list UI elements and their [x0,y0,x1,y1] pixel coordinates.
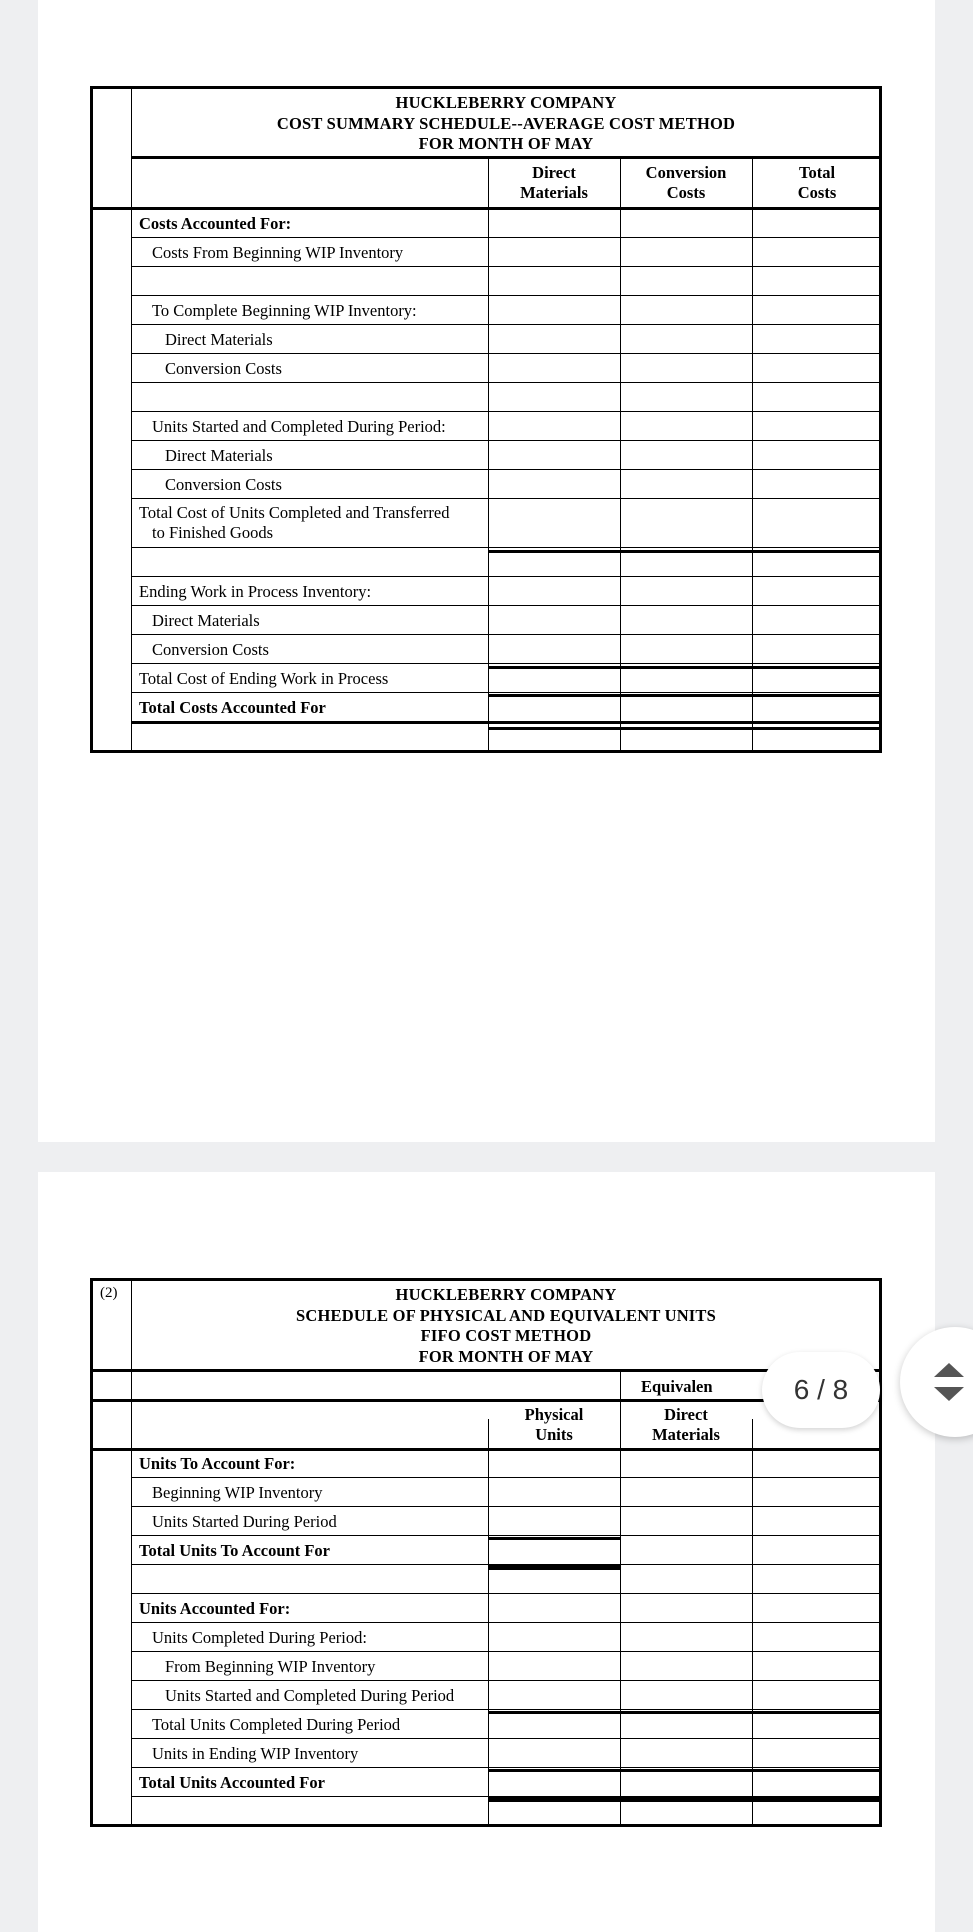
row-label: Direct Materials [165,330,273,349]
row-label: Units Completed During Period: [152,1628,367,1647]
row-label: Ending Work in Process Inventory: [139,582,372,601]
row-label: To Complete Beginning WIP Inventory: [152,301,417,320]
row-label: Direct Materials [165,446,273,465]
table-rule [620,158,621,750]
table-rule [131,89,132,750]
row-label: Units Started and Completed During Period [165,1686,455,1705]
row-label: Units Started and Completed During Period: [152,417,446,436]
row-label: Total Costs Accounted For [139,698,326,717]
row-label: Units in Ending WIP Inventory [152,1744,359,1763]
row-label: Conversion Costs [165,475,282,494]
row-label: Costs From Beginning WIP Inventory [152,243,404,262]
row-label: Units Started During Period [152,1512,337,1531]
table-title: HUCKLEBERRY COMPANY SCHEDULE OF PHYSICAL AND EQUIVALENT UNITS FIFO COST METHOD FOR MONTH OF MAY [295,1285,717,1366]
row-label: Total Cost of Ending Work in Process [139,669,389,688]
column-header-total-costs: Total Costs [797,163,837,202]
row-label: Beginning WIP Inventory [152,1483,323,1502]
table-rule [752,158,753,750]
row-label: Total Units Accounted For [139,1773,325,1792]
column-header-conversion-costs: Conversion Costs [645,163,727,202]
row-label: Conversion Costs [165,359,282,378]
column-header-direct-materials: Direct Materials [652,1405,720,1444]
row-label: From Beginning WIP Inventory [165,1657,376,1676]
physical-equivalent-units-table [90,1278,882,1827]
row-label: Costs Accounted For: [139,214,292,233]
row-label: Units To Account For: [139,1454,296,1473]
section-label: (2) [100,1285,118,1301]
table-rule [131,1281,132,1824]
row-label: to Finished Goods [152,523,274,542]
table-rule [488,158,489,750]
row-label: Conversion Costs [152,640,269,659]
row-label: Units Accounted For: [139,1599,291,1618]
row-label: Total Units To Account For [139,1541,331,1560]
cost-summary-table [90,86,882,753]
table-title: HUCKLEBERRY COMPANY COST SUMMARY SCHEDULE--AVERAGE COST METHOD FOR MONTH OF MAY [276,93,736,153]
page-indicator: 6 / 8 [762,1352,880,1428]
column-header-physical-units: Physical Units [524,1405,584,1444]
row-label: Total Cost of Units Completed and Transferred [139,503,450,522]
row-label: Direct Materials [152,611,260,630]
up-down-arrows-icon [932,1361,966,1403]
column-header-direct-materials: Direct Materials [520,163,588,202]
equivalent-units-header: Equivalen [641,1377,713,1396]
row-label: Total Units Completed During Period [152,1715,401,1734]
